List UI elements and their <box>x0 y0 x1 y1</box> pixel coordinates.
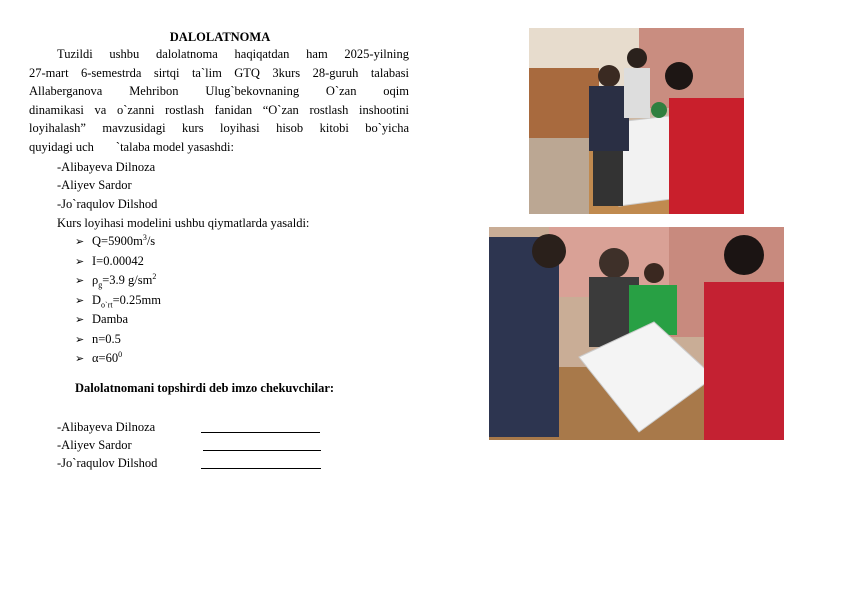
document-title: DALOLATNOMA <box>169 30 271 44</box>
param-text: Damba <box>92 312 129 326</box>
param-alpha <box>75 349 161 369</box>
param-text: ρ <box>92 273 99 287</box>
bullet-arrow-icon: ➢ <box>75 314 85 326</box>
param-rho <box>75 271 161 291</box>
signature-line <box>203 438 321 451</box>
param-sup: 2 <box>152 271 157 281</box>
bullet-arrow-icon: ➢ <box>75 333 85 346</box>
student-1: -Alibayeva Dilnoza <box>57 160 156 174</box>
classroom-photo-2 <box>489 227 784 440</box>
signer-1: -Alibayeva Dilnoza <box>57 420 156 434</box>
signers-heading: Dalolatnomani topshirdi deb imzo chekuvchilar: <box>75 381 335 395</box>
param-text: =3.9 g/sm <box>102 273 153 287</box>
param-text: /s <box>146 234 156 248</box>
param-sup: 0 <box>118 349 123 359</box>
param-sup: 3 <box>142 232 147 242</box>
student-2: -Aliyev Sardor <box>57 178 132 192</box>
intro-line: dinamikasi va o`zanni rostlash fanidan “O`zan rostlash inshootini <box>29 102 409 117</box>
student-3: -Jo`raqulov Dilshod <box>57 197 158 211</box>
param-text: D <box>92 292 102 307</box>
intro-line: Tuzildi ushbu dalolatnoma haqiqatdan ham 2025-yilning <box>57 47 409 61</box>
intro-line: 27-mart 6-semestrda sirtqi ta`lim GTQ 3kurs 28-guruh talabasi <box>29 65 409 80</box>
param-d <box>75 291 161 311</box>
params-intro: Kurs loyihasi modelini ushbu qiymatlarda yasaldi: <box>57 216 310 230</box>
param-text: Q=5900m <box>92 234 143 248</box>
intro-line: loyihalash” mavzusidagi kurs loyihasi hisob kitobi bo`yicha <box>29 121 409 136</box>
signer-3: -Jo`raqulov Dilshod <box>57 456 158 470</box>
param-damba <box>75 310 161 330</box>
param-sub: g <box>98 280 103 290</box>
photo-1-illustration <box>529 28 744 214</box>
signer-2: -Aliyev Sardor <box>57 438 132 452</box>
bullet-arrow-icon: ➢ <box>75 255 85 268</box>
param-n <box>75 330 161 350</box>
param-text: I=0.00042 <box>92 253 144 268</box>
bullet-arrow-icon: ➢ <box>75 294 85 307</box>
param-i <box>75 252 161 272</box>
intro-line-last <box>29 138 409 157</box>
intro-line: Allaberganova Mehribon Ulug`bekovnaning O`zan oqim <box>29 84 409 99</box>
signature-line <box>201 420 320 433</box>
classroom-photo-1 <box>529 28 744 214</box>
bullet-arrow-icon: ➢ <box>75 236 85 248</box>
bullet-arrow-icon: ➢ <box>75 353 85 365</box>
param-text: =0.25mm <box>112 292 161 307</box>
intro-paragraph <box>29 45 409 157</box>
param-text: α=60 <box>92 351 119 365</box>
signature-line <box>201 456 321 469</box>
bullet-arrow-icon: ➢ <box>75 275 85 287</box>
intro-text: `talaba model yasashdi: <box>115 139 234 154</box>
param-text: n=0.5 <box>92 331 121 346</box>
param-sub: o`rt <box>101 300 113 309</box>
params-list <box>75 232 161 369</box>
param-q <box>75 232 161 252</box>
intro-text: quyidagi uch <box>29 139 94 154</box>
photo-2-illustration <box>489 227 784 440</box>
